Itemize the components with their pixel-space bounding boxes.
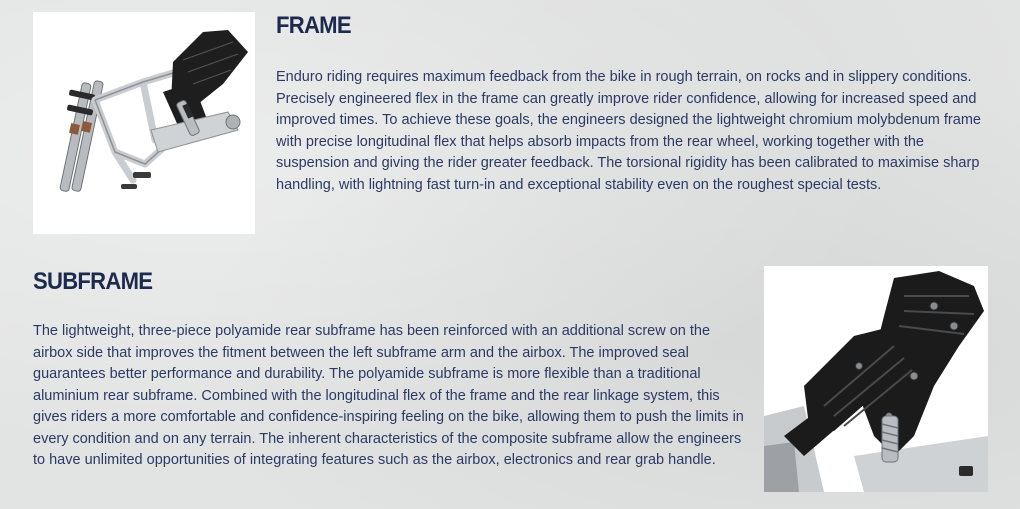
subframe-description: The lightweight, three-piece polyamide rear subframe has been reinforced with an additional screw on the airbox side that improves the fitment between the left subframe arm and the airbox. The improved seal guarantees better performance and durability. The polyamide subframe is more flexible than a traditional aluminium rear subframe. Combined with the longitudinal flex of the frame and the rear linkage system, this gives riders a more comfortable and confidence-inspiring feeling on the bike, allowing them to push the limits in every condition and on any terrain. The inherent characteristics of the composite subframe allow the engineers to have unlimited opportunities of integrating features such as the airbox, electronics and rear grab handle. [33,323,744,468]
rear-subframe-image [764,266,988,492]
frame-description: Enduro riding requires maximum feedback from the bike in rough terrain, on rocks and in slippery conditions. Precisely engineered flex in the frame can greatly improve rider confidence, allowing for increased speed and improved times. To achieve these goals, the engineers designed the lightweight chromium molybdenum frame with precise longitudinal flex that helps absorb impacts from the rear wheel, working together with the suspension and giving the rider greater feedback. The torsional rigidity has been calibrated to maximise sharp handling, with lightning fast turn-in and exceptional stability even on the roughest special tests. [276,69,981,193]
motorcycle-frame-image [33,12,255,234]
frame-heading: FRAME [276,12,351,39]
frame-photo [33,12,255,234]
subframe-photo [764,266,988,492]
subframe-heading: SUBFRAME [33,268,153,295]
